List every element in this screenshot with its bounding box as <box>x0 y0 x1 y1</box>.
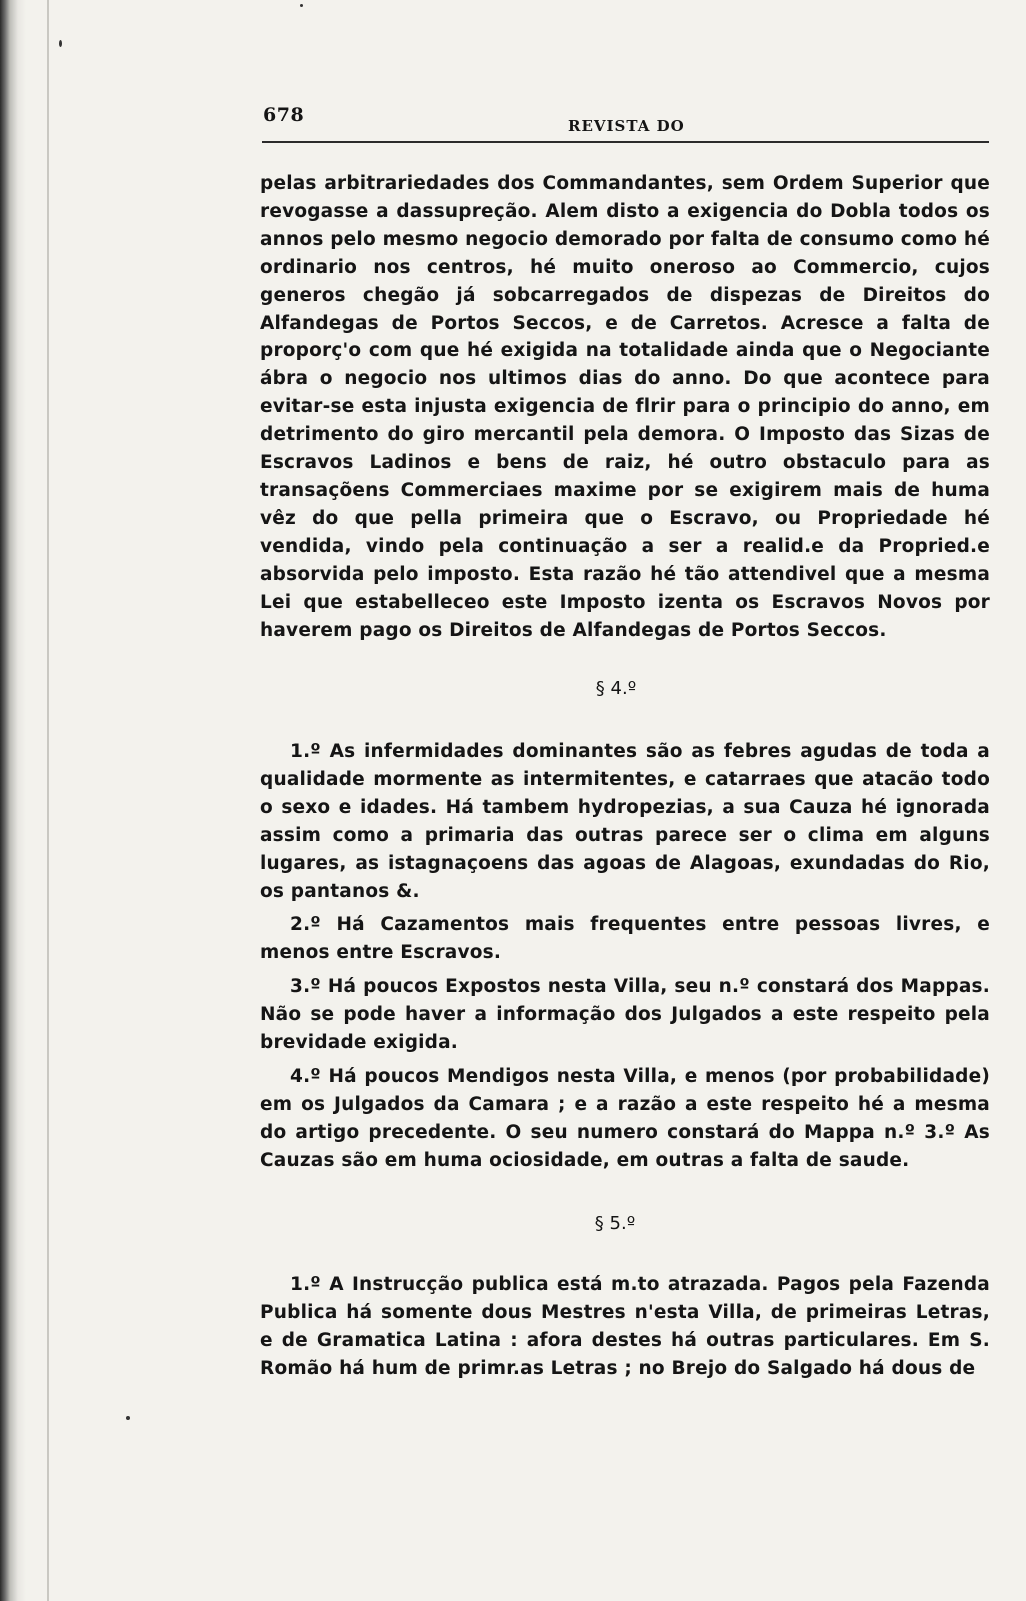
running-title: REVISTA DO <box>568 117 685 135</box>
section-4-item-3: 3.º Há poucos Expostos nesta Villa, seu n.º constará dos Mappas. Não se pode haver a informação dos Julgados a este respeito pela brevidade exigida. <box>260 976 990 1054</box>
section-5-item-1: 1.º A Instrucção publica está m.to atrazada. Pagos pela Fazenda Publica há somente dous Mestres n'esta Villa, de primeiras Letras, e de Gramatica Latina : afora destes há outras particulares. Em S. Romão há hum de primr.as Letras ; no Brejo do Salgado há dous de <box>260 1274 990 1379</box>
section-4-item-1: 1.º As infermidades dominantes são as febres agudas de toda a qualidade mormente as intermitentes, e catarraes que atacão todo o sexo e idades. Há tambem hydropezias, a sua Cauza hé ignorada assim como a primaria das outras parece ser o clima em alguns lugares, as istagnaçoens das agoas de Alagoas, exundadas do Rio, os pantanos &. <box>260 741 990 902</box>
binding-line <box>47 0 49 1601</box>
section-4-body <box>260 738 990 1175</box>
section-4-heading: § 4.º <box>595 678 637 699</box>
section-5-heading: § 5.º <box>594 1213 636 1234</box>
intro-paragraph: pelas arbitrariedades dos Commandantes, sem Ordem Superior que revogasse a dassupreção. Alem disto a exigencia do Dobla todos os annos pelo mesmo negocio demorado por falta de consumo como hé ordinario nos centros, hé muito oneroso ao Commercio, cujos generos chegão já sobcarregados de dispezas de Direitos do Alfandegas de Portos Seccos, e de Carretos. Acresce a falta de proporç'o com que hé exigida na totalidade ainda que o Negociante ábra o negocio nos ultimos dias do anno. Do que acontece para evitar-se esta injusta exigencia de flrir para o principio do anno, em detrimento do giro mercantil pela demora. O Imposto das Sizas de Escravos Ladinos e bens de raiz, hé outro obstaculo para as transaçõens Commerciaes maxime por se exigirem mais de huma vêz do que pella primeira que o Escravo, ou Propriedade hé vendida, vindo pela continuação a ser a realid.e da Propried.e absorvida pelo imposto. Esta razão hé tão attendivel que a mesma Lei que estabelleceo este Imposto izenta os Escravos Novos por haverem pago os Direitos de Alfandegas de Portos Seccos. <box>260 173 990 641</box>
binding-shadow <box>0 0 26 1601</box>
scan-speck <box>126 1416 130 1420</box>
section-4-item-4: 4.º Há poucos Mendigos nesta Villa, e menos (por probabilidade) em os Julgados da Camara ; e a razão a este respeito hé a mesma do artigo precedente. O seu numero constará do Mappa n.º 3.º As Cauzas são em huma ociosidade, em outras a falta de saude. <box>260 1065 990 1171</box>
scan-speck <box>59 40 62 47</box>
section-4-item-2: 2.º Há Cazamentos mais frequentes entre pessoas livres, e menos entre Escravos. <box>260 914 990 964</box>
header-rule <box>262 141 989 143</box>
scan-speck <box>300 4 303 7</box>
section-5-body <box>260 1271 990 1383</box>
intro-paragraph-block <box>260 170 990 644</box>
page-number: 678 <box>263 104 305 126</box>
